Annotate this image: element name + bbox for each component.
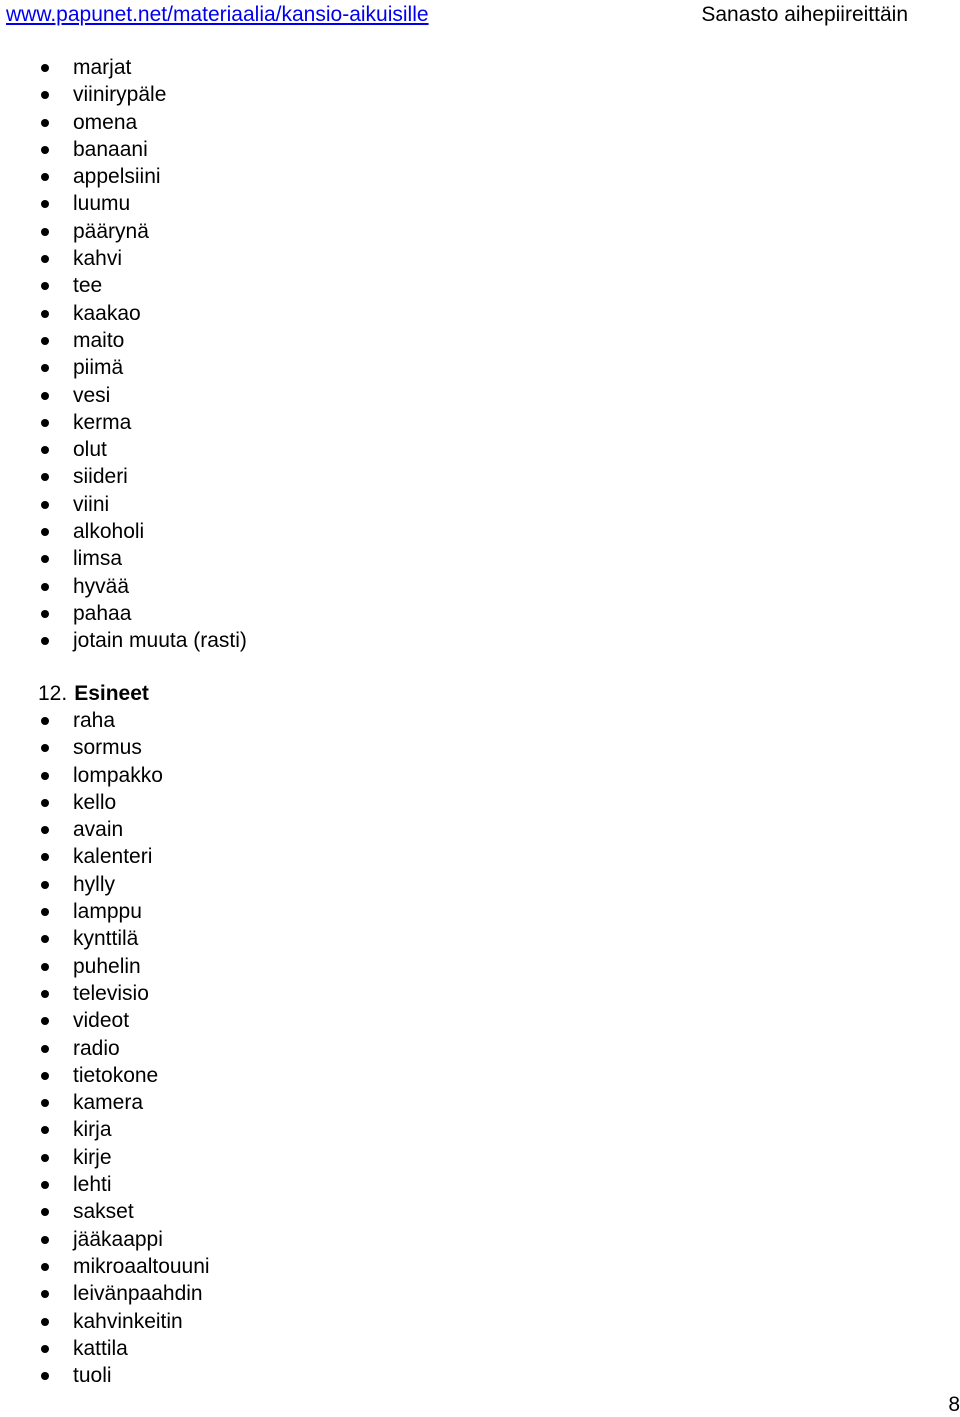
list-item <box>38 627 247 654</box>
section-number: 12. <box>38 682 68 705</box>
list-item-label: vesi <box>73 383 111 407</box>
list-item-label: tee <box>73 274 103 298</box>
list-item-label: jotain muuta (rasti) <box>73 629 247 653</box>
bullet-icon <box>41 146 49 154</box>
bullet-icon <box>41 473 49 481</box>
list-item-label: kahvinkeitin <box>73 1309 183 1333</box>
list-item-label: appelsiini <box>73 165 161 189</box>
list-item-label: mikroaaltouuni <box>73 1254 210 1278</box>
bullet-icon <box>41 446 49 454</box>
bullet-icon <box>41 282 49 290</box>
list-item-label: hylly <box>73 872 116 896</box>
list-item-label: luumu <box>73 192 131 216</box>
bullet-icon <box>41 1372 49 1380</box>
list-item <box>38 734 210 761</box>
list-item <box>38 573 247 600</box>
list-item <box>38 491 247 518</box>
bullet-icon <box>41 853 49 861</box>
list-item-label: olut <box>73 438 107 462</box>
list-item-label: alkoholi <box>73 520 145 544</box>
list-item <box>38 245 247 272</box>
list-item-label: tietokone <box>73 1063 159 1087</box>
list-item-label: lompakko <box>73 763 163 787</box>
list-item <box>38 1253 210 1280</box>
bullet-icon <box>41 200 49 208</box>
list-item-label: lamppu <box>73 900 142 924</box>
bullet-icon <box>41 1318 49 1326</box>
list-item <box>38 1198 210 1225</box>
list-item-label: leivänpaahdin <box>73 1282 203 1306</box>
bullet-icon <box>41 173 49 181</box>
bullet-icon <box>41 1099 49 1107</box>
list-item-label: avain <box>73 818 124 842</box>
bullet-icon <box>41 1263 49 1271</box>
page-number: 8 <box>948 1393 960 1416</box>
bullet-icon <box>41 310 49 318</box>
list-item-label: puhelin <box>73 954 141 978</box>
word-list-objects <box>38 707 210 1389</box>
list-item <box>38 1226 210 1253</box>
bullet-icon <box>41 826 49 834</box>
list-item <box>38 1089 210 1116</box>
header-link[interactable]: www.papunet.net/materiaalia/kansio-aikuisille <box>6 3 429 26</box>
list-item <box>38 190 247 217</box>
list-item-label: kello <box>73 790 117 814</box>
list-item <box>38 898 210 925</box>
bullet-icon <box>41 881 49 889</box>
list-item-label: piimä <box>73 356 124 380</box>
list-item <box>38 789 210 816</box>
list-item <box>38 109 247 136</box>
list-item-label: siideri <box>73 465 128 489</box>
list-item <box>38 980 210 1007</box>
list-item <box>38 354 247 381</box>
list-item <box>38 136 247 163</box>
list-item <box>38 382 247 409</box>
list-item <box>38 953 210 980</box>
list-item <box>38 272 247 299</box>
bullet-icon <box>41 501 49 509</box>
list-item-label: marjat <box>73 56 132 79</box>
bullet-icon <box>41 1154 49 1162</box>
list-item <box>38 925 210 952</box>
list-item <box>38 300 247 327</box>
list-item <box>38 1280 210 1307</box>
list-item-label: kirja <box>73 1118 112 1142</box>
list-item-label: limsa <box>73 547 123 571</box>
bullet-icon <box>41 583 49 591</box>
bullet-icon <box>41 963 49 971</box>
list-item <box>38 871 210 898</box>
bullet-icon <box>41 1126 49 1134</box>
bullet-icon <box>41 1208 49 1216</box>
list-item-label: tuoli <box>73 1364 112 1388</box>
bullet-icon <box>41 1290 49 1298</box>
list-item-label: päärynä <box>73 219 149 243</box>
bullet-icon <box>41 799 49 807</box>
list-item <box>38 327 247 354</box>
list-item-label: radio <box>73 1036 120 1060</box>
list-item <box>38 1144 210 1171</box>
list-item-label: kaakao <box>73 301 141 325</box>
bullet-icon <box>41 1017 49 1025</box>
list-item-label: maito <box>73 328 125 352</box>
section-title: Esineet <box>74 682 149 705</box>
list-item-label: viinirypäle <box>73 83 167 107</box>
bullet-icon <box>41 91 49 99</box>
bullet-icon <box>41 255 49 263</box>
list-item-label: videot <box>73 1009 130 1033</box>
list-item-label: kattila <box>73 1336 128 1360</box>
list-item-label: pahaa <box>73 601 132 625</box>
list-item-label: kamera <box>73 1091 144 1115</box>
list-item-label: televisio <box>73 981 149 1005</box>
bullet-icon <box>41 337 49 345</box>
list-item <box>38 1171 210 1198</box>
bullet-icon <box>41 392 49 400</box>
list-item-label: viini <box>73 492 110 516</box>
list-item <box>38 1062 210 1089</box>
list-item <box>38 409 247 436</box>
list-item <box>38 816 210 843</box>
list-item-label: jääkaappi <box>73 1227 163 1251</box>
list-item-label: omena <box>73 110 138 134</box>
bullet-icon <box>41 772 49 780</box>
bullet-icon <box>41 364 49 372</box>
list-item-label: kerma <box>73 410 132 434</box>
list-item <box>38 163 247 190</box>
bullet-icon <box>41 908 49 916</box>
bullet-icon <box>41 990 49 998</box>
list-item-label: sakset <box>73 1200 134 1224</box>
list-item-label: kirje <box>73 1145 112 1169</box>
list-item <box>38 600 247 627</box>
list-item <box>38 1035 210 1062</box>
list-item <box>38 81 247 108</box>
list-item <box>38 1335 210 1362</box>
list-item <box>38 1308 210 1335</box>
bullet-icon <box>41 1181 49 1189</box>
list-item <box>38 843 210 870</box>
bullet-icon <box>41 744 49 752</box>
header-title: Sanasto aihepiireittäin <box>701 3 908 26</box>
bullet-icon <box>41 419 49 427</box>
list-item-label: lehti <box>73 1173 112 1197</box>
list-item <box>38 1007 210 1034</box>
bullet-icon <box>41 1045 49 1053</box>
bullet-icon <box>41 119 49 127</box>
section-heading <box>38 680 149 707</box>
list-item <box>38 518 247 545</box>
list-item-label: raha <box>73 709 116 732</box>
bullet-icon <box>41 637 49 645</box>
list-item-label: sormus <box>73 736 142 760</box>
list-item-label: kahvi <box>73 247 123 271</box>
list-item <box>38 707 210 734</box>
list-item <box>38 1362 210 1389</box>
list-item <box>38 762 210 789</box>
bullet-icon <box>41 717 49 725</box>
list-item-label: kynttilä <box>73 927 139 951</box>
bullet-icon <box>41 1072 49 1080</box>
list-item <box>38 463 247 490</box>
word-list-drinks-fruits <box>38 54 247 655</box>
list-item <box>38 218 247 245</box>
bullet-icon <box>41 228 49 236</box>
bullet-icon <box>41 1345 49 1353</box>
list-item <box>38 436 247 463</box>
bullet-icon <box>41 64 49 72</box>
list-item-label: hyvää <box>73 574 130 598</box>
bullet-icon <box>41 610 49 618</box>
bullet-icon <box>41 555 49 563</box>
bullet-icon <box>41 528 49 536</box>
list-item-label: kalenteri <box>73 845 153 869</box>
bullet-icon <box>41 1236 49 1244</box>
bullet-icon <box>41 935 49 943</box>
list-item <box>38 545 247 572</box>
list-item <box>38 54 247 81</box>
list-item-label: banaani <box>73 137 148 161</box>
list-item <box>38 1116 210 1143</box>
